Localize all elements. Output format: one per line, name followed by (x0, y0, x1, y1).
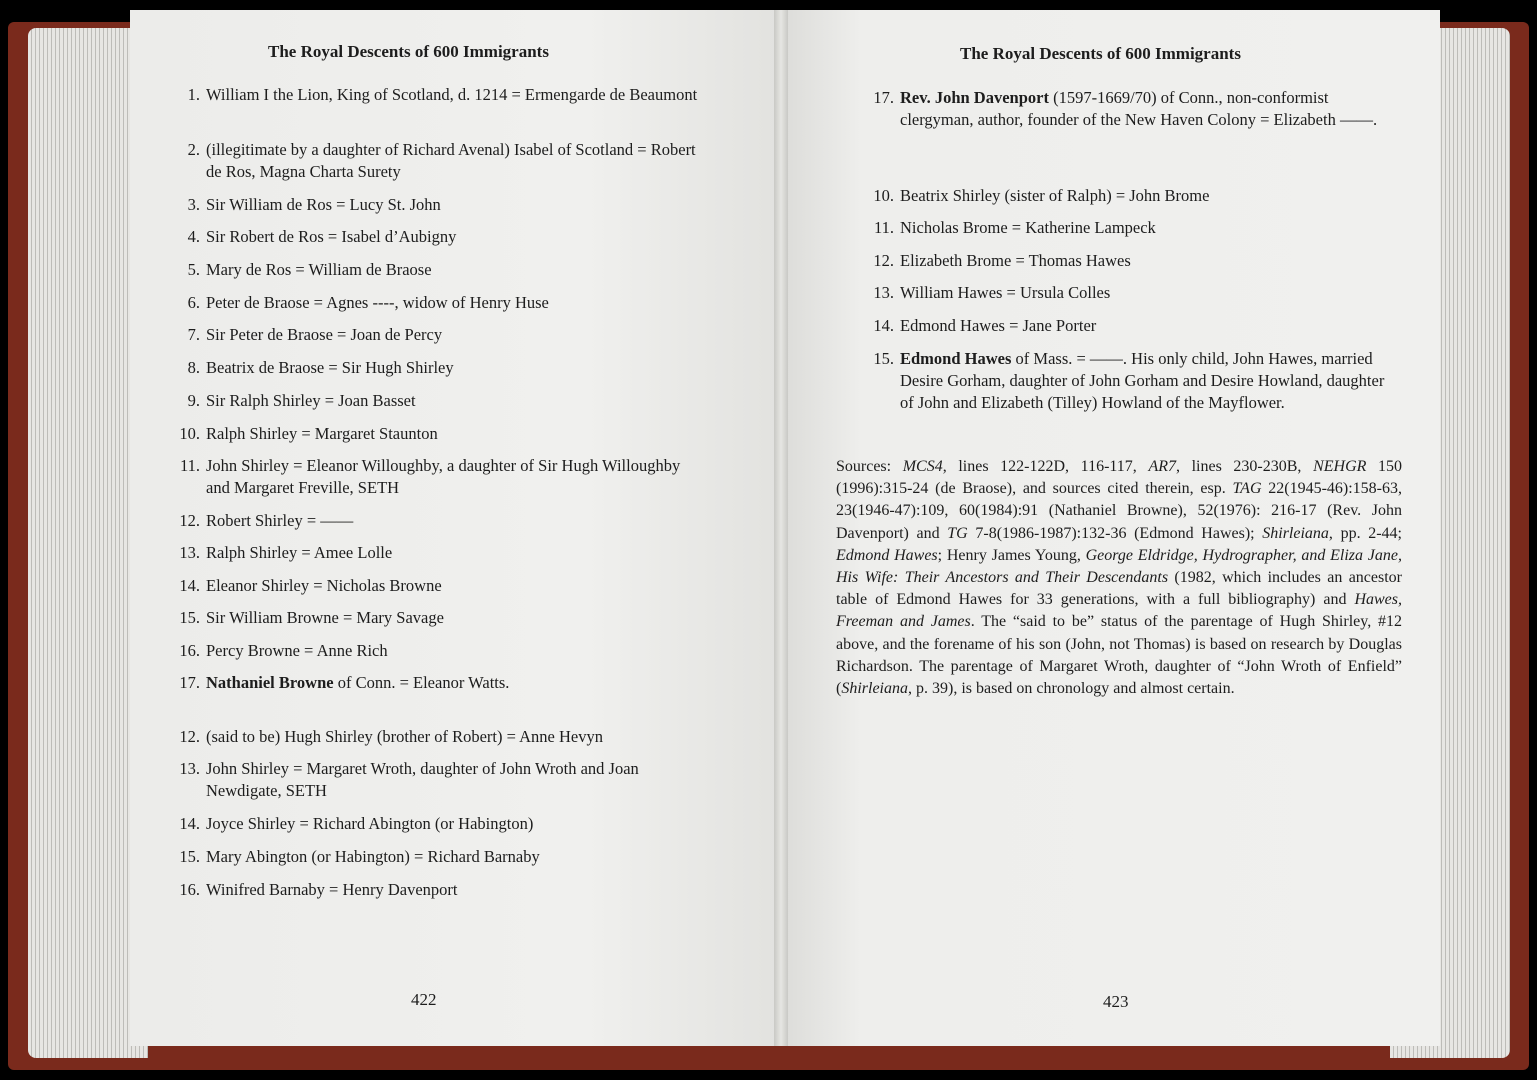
entry-description: (1597-1669/70) of Conn., non-conformist clergyman, author, founder of the New Haven Colony = Elizabeth ——. (900, 88, 1378, 129)
entry-text (206, 726, 700, 748)
entry-text (206, 390, 700, 412)
entry-text (206, 672, 700, 694)
entry-description: John Shirley = Eleanor Willoughby, a daughter of Sir Hugh Willoughby and Margaret Freville, SETH (206, 456, 681, 497)
sources-segment: Edmond Hawes (836, 546, 938, 564)
entry-text (206, 758, 700, 802)
entry-number: 12. (873, 251, 894, 270)
entry-number: 11. (179, 456, 200, 475)
entry-number: 11. (873, 218, 894, 237)
entry-description: Nicholas Brome = Katherine Lampeck (900, 218, 1156, 237)
entry-number: 15. (179, 847, 200, 866)
entry-description: Percy Browne = Anne Rich (206, 641, 388, 660)
entry-text (900, 282, 1396, 304)
entry-number: 15. (873, 349, 894, 368)
entry-description: (said to be) Hugh Shirley (brother of Robert) = Anne Hevyn (206, 727, 603, 746)
entry-text (206, 813, 700, 835)
sources-segment: 7-8(1986-1987):132-36 (Edmond Hawes); (967, 524, 1263, 542)
entry-text (206, 292, 700, 314)
entry-number: 12. (179, 727, 200, 746)
entry-number: 14. (179, 814, 200, 833)
entry-description: Sir Peter de Braose = Joan de Percy (206, 325, 443, 344)
entry-description: of Mass. = ——. His only child, John Hawes, married Desire Gorham, daughter of John Gorham and Desire Howland, daughter of John and Elizabeth (Tilley) Howland of the Mayflower. (900, 349, 1385, 412)
sources-segment: George Eldridge, Hydrographer, and Eliza Jane, His Wife: Their Ancestors and Their Descendants (836, 546, 1403, 587)
entry-text (206, 640, 700, 662)
entry-description: Elizabeth Brome = Thomas Hawes (900, 251, 1131, 270)
entry-description: Sir William Browne = Mary Savage (206, 608, 444, 627)
sources-segment: NEHGR (1313, 458, 1367, 475)
sources-segment: ; Henry James Young, (937, 546, 1086, 564)
entry-number: 16. (179, 641, 200, 660)
entry-number: 10. (873, 186, 894, 205)
sources-paragraph (836, 456, 1402, 700)
entry-description: Ralph Shirley = Margaret Staunton (206, 424, 438, 443)
entry-number: 10. (179, 424, 200, 443)
entry-bold-name: Rev. John Davenport (900, 88, 1049, 107)
entry-number: 14. (179, 576, 200, 595)
entry-number: 17. (873, 88, 894, 107)
sources-segment: , lines 230-230B, (1175, 458, 1314, 475)
entry-text (206, 357, 700, 379)
entry-description: Mary de Ros = William de Braose (206, 260, 432, 279)
entry-text (206, 455, 700, 499)
entry-number: 2. (187, 140, 200, 159)
entry-number: 15. (179, 608, 200, 627)
book-gutter (774, 10, 788, 1046)
entry-bold-name: Nathaniel Browne (206, 673, 334, 692)
entry-description: Beatrix de Braose = Sir Hugh Shirley (206, 358, 454, 377)
entry-number: 17. (179, 673, 200, 692)
sources-segment: (1982, which includes an ancestor table of Edmond Hawes for 33 generations, with a full bibliography) and (836, 569, 1403, 609)
entry-number: 9. (187, 391, 200, 410)
entry-description: Sir Robert de Ros = Isabel d’Aubigny (206, 227, 457, 246)
entry-number: 14. (873, 316, 894, 335)
entry-number: 6. (187, 293, 200, 312)
entry-number: 16. (179, 880, 200, 899)
entry-number: 3. (187, 195, 200, 214)
entry-description: Joyce Shirley = Richard Abington (or Habington) (206, 814, 534, 833)
entry-number: 13. (873, 283, 894, 302)
sources-segment: , pp. 2-44; (1328, 524, 1402, 542)
entry-description: Edmond Hawes = Jane Porter (900, 316, 1097, 335)
entry-text (206, 259, 700, 281)
entry-description: Robert Shirley = —— (206, 511, 354, 530)
entry-text (900, 315, 1396, 337)
entry-text (900, 185, 1396, 207)
sources-segment: TG (947, 524, 968, 542)
entry-description: John Shirley = Margaret Wroth, daughter of John Wroth and Joan Newdigate, SETH (206, 759, 639, 800)
sources-segment: Sources: (836, 458, 903, 475)
entry-description: Peter de Braose = Agnes ----, widow of Henry Huse (206, 293, 549, 312)
entry-description: of Conn. = Eleanor Watts. (333, 673, 510, 692)
entry-text (206, 423, 700, 445)
entry-description: William I the Lion, King of Scotland, d. 1214 = Ermengarde de Beaumont (206, 85, 698, 104)
entry-number: 4. (187, 227, 200, 246)
entry-number: 12. (179, 511, 200, 530)
entry-description: Winifred Barnaby = Henry Davenport (206, 880, 458, 899)
entry-description: William Hawes = Ursula Colles (900, 283, 1111, 302)
entry-text (206, 324, 700, 346)
entry-text (206, 607, 700, 629)
sources-segment: Shirleiana (841, 680, 908, 698)
entry-description: Sir William de Ros = Lucy St. John (206, 195, 441, 214)
sources-segment: Hawes, Freeman and James (836, 591, 1402, 631)
entry-description: (illegitimate by a daughter of Richard Avenal) Isabel of Scotland = Robert de Ros, Magna Charta Surety (206, 140, 696, 181)
right-page-number: 423 (1103, 992, 1129, 1011)
entry-description: Beatrix Shirley (sister of Ralph) = John Brome (900, 186, 1210, 205)
sources-segment: Shirleiana (1262, 524, 1329, 542)
entry-text (206, 194, 700, 216)
entry-text (206, 139, 700, 183)
entry-number: 8. (187, 358, 200, 377)
entry-text (206, 226, 700, 248)
entry-text (900, 348, 1396, 414)
entry-description: Mary Abington (or Habington) = Richard Barnaby (206, 847, 540, 866)
entry-number: 1. (187, 85, 200, 104)
entry-text (206, 542, 700, 564)
entry-text (206, 879, 700, 901)
sources-segment: . The “said to be” status of the parentage of Hugh Shirley, #12 above, and the forename of his son (John, not Thomas) is based on research by Douglas Richardson. The parentage of Margaret Wroth, daughter of “John Wroth of Enfield” ( (836, 613, 1402, 698)
entry-text (900, 217, 1396, 239)
sources-segment: MCS4 (902, 458, 943, 475)
left-page-title: The Royal Descents of 600 Immigrants (268, 42, 549, 61)
sources-segment: , lines 122-122D, 116-117, (942, 458, 1149, 475)
entry-number: 5. (187, 260, 200, 279)
entry-text (900, 250, 1396, 272)
sources-segment: 150 (1996):315-24 (de Braose), and sources cited therein, esp. (836, 458, 1403, 498)
entry-description: Ralph Shirley = Amee Lolle (206, 543, 393, 562)
entry-text (206, 510, 700, 532)
entry-bold-name: Edmond Hawes (900, 349, 1012, 368)
right-page-title: The Royal Descents of 600 Immigrants (960, 44, 1241, 63)
entry-text (206, 575, 700, 597)
entry-text (206, 846, 700, 868)
entry-number: 13. (179, 759, 200, 778)
entry-description: Sir Ralph Shirley = Joan Basset (206, 391, 416, 410)
sources-segment: 22(1945-46):158-63, 23(1946-47):109, 60(1984):91 (Nathaniel Browne), 52(1976): 216-17 (Rev. John Davenport) and (836, 480, 1402, 542)
entry-number: 13. (179, 543, 200, 562)
entry-text (900, 87, 1396, 131)
left-page-number: 422 (411, 990, 437, 1009)
entry-text (206, 84, 700, 106)
sources-segment: AR7 (1148, 458, 1176, 475)
sources-segment: , p. 39), is based on chronology and almost certain. (908, 680, 1235, 698)
sources-segment: TAG (1232, 480, 1262, 498)
entry-number: 7. (187, 325, 200, 344)
entry-description: Eleanor Shirley = Nicholas Browne (206, 576, 442, 595)
